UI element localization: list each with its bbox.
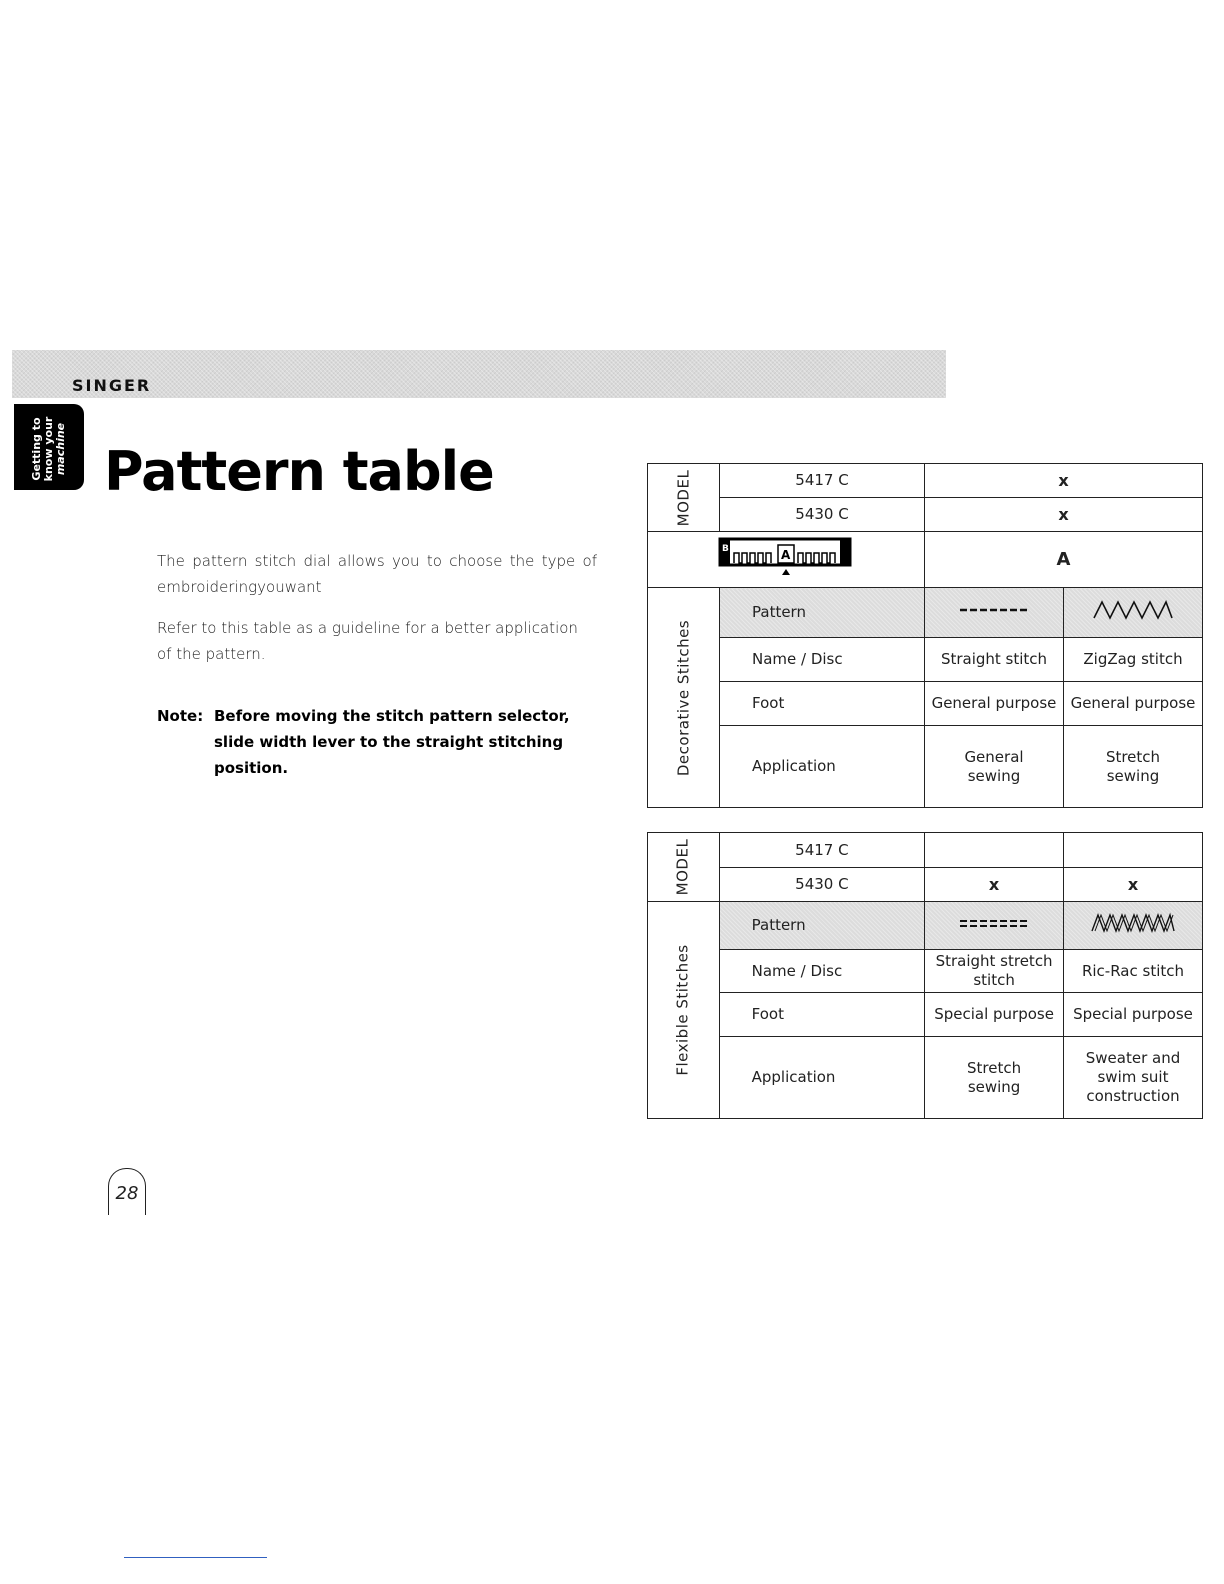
model-mark: x (925, 464, 1203, 498)
model-name: 5430 C (720, 498, 925, 532)
svg-text:B: B (722, 544, 729, 554)
table-cell: Stretch sewing (925, 1037, 1064, 1119)
row-label: Foot (720, 682, 925, 726)
flexible-stitches-table (647, 832, 1203, 1119)
row-label: Name / Disc (720, 638, 925, 682)
table-cell: General purpose (1064, 682, 1203, 726)
brand-logo: SINGER (72, 376, 152, 395)
group-header: Decorative Stitches (648, 588, 720, 808)
table-row (648, 833, 1203, 868)
dial-cell (648, 532, 925, 588)
model-name: 5430 C (719, 868, 925, 902)
intro-paragraph: The pattern stitch dial allows you to choose the type of embroideringyouwant (157, 552, 597, 596)
table-cell: Stretch sewing (1064, 726, 1203, 808)
table-row (648, 638, 1203, 682)
table-row (648, 726, 1203, 808)
table-row (648, 1037, 1203, 1119)
row-label: Pattern (720, 588, 925, 638)
table-cell: General sewing (925, 726, 1064, 808)
model-mark: x (925, 868, 1064, 902)
note-block (157, 703, 607, 777)
table-cell: Special purpose (925, 993, 1064, 1037)
model-mark: x (925, 498, 1203, 532)
table-row (648, 950, 1203, 993)
table-row (648, 498, 1203, 532)
model-header: MODEL (648, 464, 720, 532)
row-label: Name / Disc (719, 950, 925, 993)
table-cell: Straight stretch stitch (925, 950, 1064, 993)
svg-text:A: A (781, 548, 791, 562)
straight-stretch-pattern-icon (925, 902, 1064, 950)
row-label: Application (720, 726, 925, 808)
table-cell: Straight stitch (925, 638, 1064, 682)
row-label: Application (719, 1037, 925, 1119)
stitch-dial-icon (716, 535, 856, 579)
footer-rule (124, 1557, 267, 1558)
table-cell: Special purpose (1064, 993, 1203, 1037)
table-cell: General purpose (925, 682, 1064, 726)
decorative-stitches-table (647, 463, 1203, 808)
group-header: Flexible Stitches (648, 902, 720, 1119)
guideline-paragraph: Refer to this table as a guideline for a better application of the pattern. (157, 619, 578, 663)
table-row (648, 868, 1203, 902)
table-row (648, 993, 1203, 1037)
dial-setting: A (925, 532, 1203, 588)
model-mark: x (1064, 868, 1203, 902)
model-name: 5417 C (720, 464, 925, 498)
ric-rac-pattern-icon (1064, 902, 1203, 950)
header-band (12, 350, 946, 398)
table-row (648, 588, 1203, 638)
section-tab (14, 404, 84, 490)
table-row (648, 902, 1203, 950)
table-row (648, 464, 1203, 498)
note-text: Before moving the stitch pattern selector, slide width lever to the straight stitching position. (214, 707, 570, 777)
section-tab-label: Getting to know your machine (30, 416, 67, 482)
row-label: Foot (719, 993, 925, 1037)
table-cell: Ric-Rac stitch (1064, 950, 1203, 993)
model-mark (925, 833, 1064, 868)
row-label: Pattern (719, 902, 925, 950)
model-name: 5417 C (719, 833, 925, 868)
page-title: Pattern table (104, 440, 494, 503)
zigzag-pattern-icon (1064, 588, 1203, 638)
table-cell: Sweater and swim suit construction (1064, 1037, 1203, 1119)
model-header: MODEL (648, 833, 720, 902)
table-row (648, 532, 1203, 588)
model-mark (1064, 833, 1203, 868)
table-row (648, 682, 1203, 726)
table-cell: ZigZag stitch (1064, 638, 1203, 682)
note-label: Note: (157, 707, 204, 725)
straight-pattern-icon (925, 588, 1064, 638)
page-number: 28 (108, 1168, 146, 1215)
